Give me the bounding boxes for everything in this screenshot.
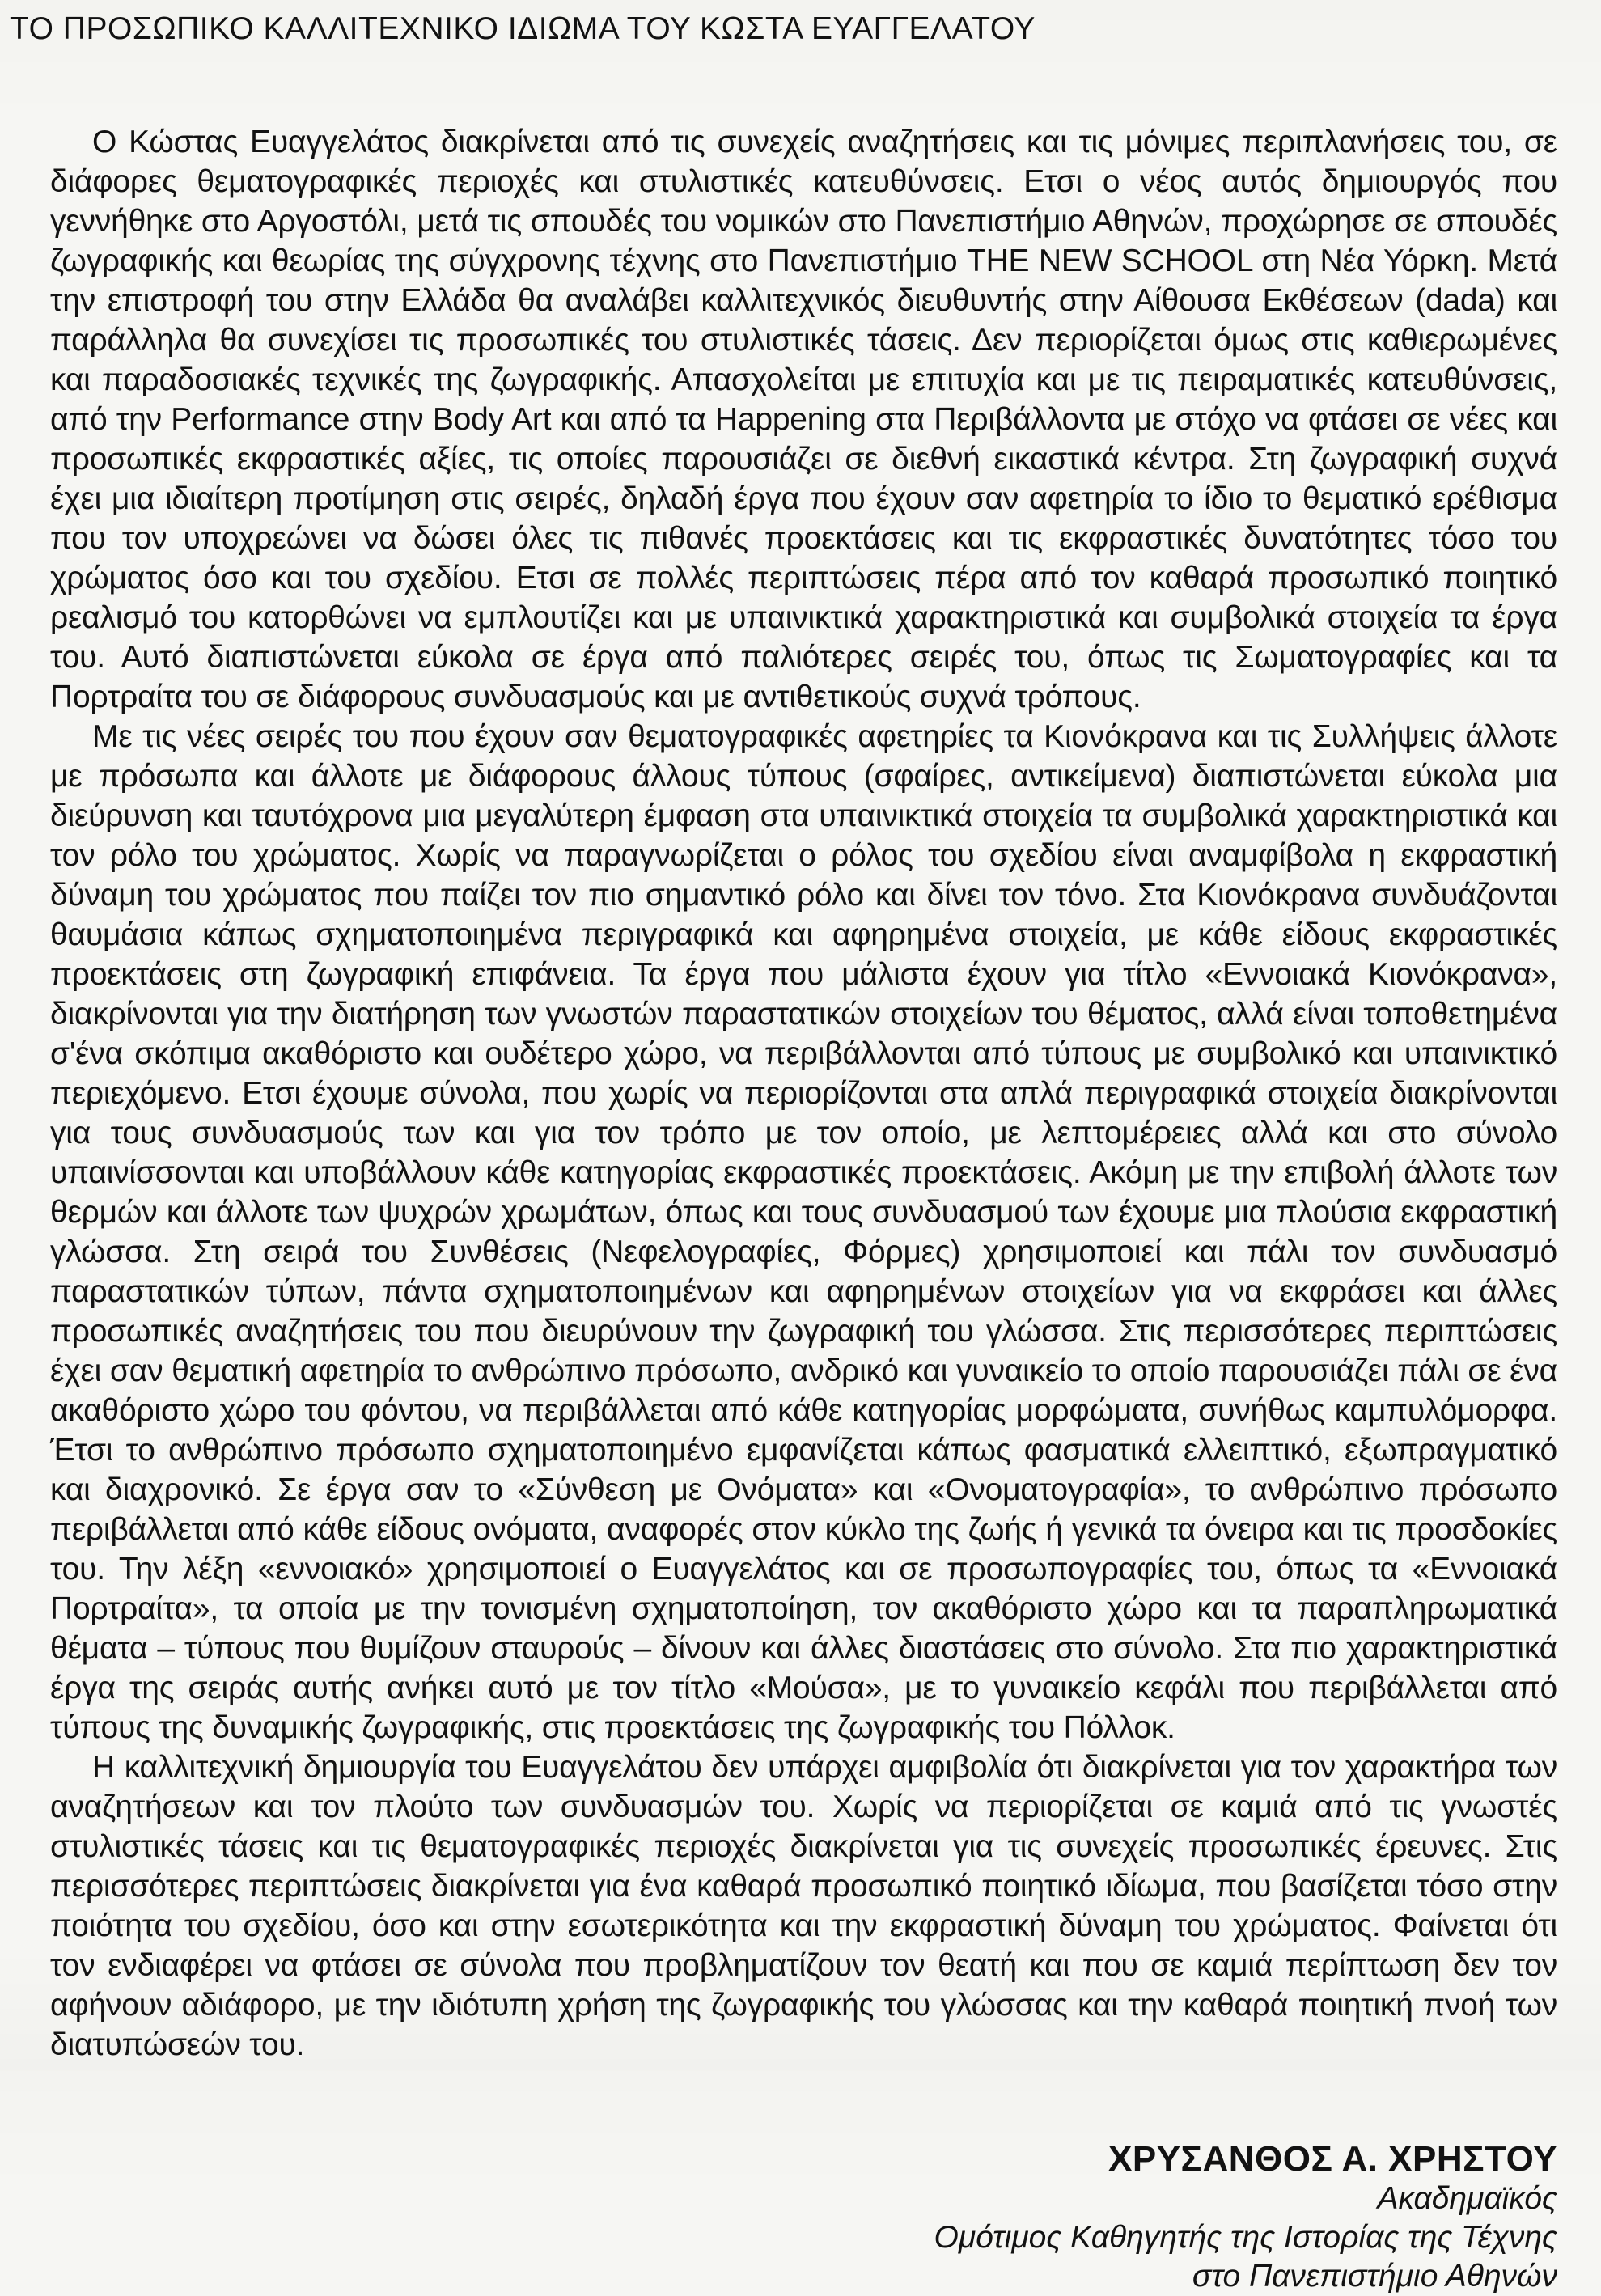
signature-name: ΧΡΥΣΑΝΘΟΣ Α. ΧΡΗΣΤΟΥ <box>1108 2139 1557 2179</box>
signature-block <box>50 2139 1557 2296</box>
document-body <box>50 122 1557 2065</box>
signature-role-university: στο Πανεπιστήμιο Αθηνών <box>1192 2259 1557 2294</box>
document-title: ΤΟ ΠΡΟΣΩΠΙΚΟ ΚΑΛΛΙΤΕΧΝΙΚΟ ΙΔΙΩΜΑ ΤΟΥ ΚΩΣΤΑ ΕΥΑΓΓΕΛΑΤΟΥ <box>10 11 1036 46</box>
paragraph-2: Με τις νέες σειρές του που έχουν σαν θεματογραφικές αφετηρίες τα Κιονόκρανα και τις Συλλήψεις άλλοτε με πρόσωπα και άλλοτε με διάφορους άλλους τύπους (σφαίρες, αντικείμενα) διαπιστώνεται εύκολα μια διεύρυνση και ταυτόχρονα μια μεγαλύτερη έμφαση στα υπαινικτικά στοιχεία τα συμβολικά χαρακτηριστικά και τον ρόλο του χρώματος. Χωρίς να παραγνωρίζεται ο ρόλος του σχεδίου είναι αναμφίβολα η εκφραστική δύναμη του χρώματος που παίζει τον πιο σημαντικό ρόλο και δίνει τον τόνο. Στα Κιονόκρανα συνδυάζονται θαυμάσια κάπως σχηματοποιημένα περιγραφικά και αφηρημένα στοιχεία, με κάθε είδους εκφραστικές προεκτάσεις στη ζωγραφική επιφάνεια. Τα έργα που μάλιστα έχουν για τίτλο «Εννοιακά Κιονόκρανα», διακρίνονται για την διατήρηση των γνωστών παραστατικών στοιχείων του θέματος, αλλά είναι τοποθετημένα σ'ένα σκόπιμα ακαθόριστο και ουδέτερο χώρο, να περιβάλλονται από τύπους με συμβολικό και υπαινικτικό περιεχόμενο. Ετσι έχουμε σύνολα, που χωρίς να περιορίζονται στα απλά περιγραφικά στοιχεία διακρίνονται για τους συνδυασμούς των και για τον τρόπο με τον οποίο, με λεπτομέρειες αλλά και στο σύνολο υπαινίσσονται και υποβάλλουν κάθε κατηγορίας εκφραστικές προεκτάσεις. Ακόμη με την επιβολή άλλοτε των θερμών και άλλοτε των ψυχρών χρωμάτων, όπως και τους συνδυασμού των έχουμε μια πλούσια εκφραστική γλώσσα. Στη σειρά του Συνθέσεις (Νεφελογραφίες, Φόρμες) χρησιμοποιεί και πάλι τον συνδυασμό παραστατικών τύπων, πάντα σχηματοποιημένων και αφηρημένων στοιχείων για να εκφράσει και άλλες προσωπικές αναζητήσεις του που διευρύνουν την ζωγραφική του γλώσσα. Στις περισσότερες περιπτώσεις έχει σαν θεματική αφετηρία το ανθρώπινο πρόσωπο, ανδρικό και γυναικείο το οποίο παρουσιάζει πάλι σε ένα ακαθόριστο χώρο του φόντου, να περιβάλλεται από κάθε κατηγορίας μορφώματα, συνήθως καμπυλόμορφα. Έτσι το ανθρώπινο πρόσωπο σχηματοποιημένο εμφανίζεται κάπως φασματικά ελλειπτικό, εξωπραγματικό και διαχρονικό. Σε έργα σαν το «Σύνθεση με Ονόματα» και «Ονοματογραφία», το ανθρώπινο πρόσωπο περιβάλλεται από κάθε είδους ονόματα, αναφορές στον κύκλο της ζωής ή γενικά τα όνειρα και τις προσδοκίες του. Την λέξη «εννοιακό» χρησιμοποιεί ο Ευαγγελάτος και σε προσωπογραφίες του, όπως τα «Εννοιακά Πορτραίτα», τα οποία με την τονισμένη σχηματοποίηση, τον ακαθόριστο χώρο και τα παραπληρωματικά θέματα – τύπους που θυμίζουν σταυρούς – δίνουν και άλλες διαστάσεις στο σύνολο. Στα πιο χαρακτηριστικά έργα της σειράς αυτής ανήκει αυτό με τον τίτλο «Μούσα», με το γυναικείο κεφάλι που περιβάλλεται από τύπους της δυναμικής ζωγραφικής, στις προεκτάσεις της ζωγραφικής του Πόλλοκ. <box>50 719 1557 1745</box>
signature-role-professor: Ομότιμος Καθηγητής της Ιστορίας της Τέχνης <box>934 2220 1557 2255</box>
signature-role-academic: Ακαδημαϊκός <box>1377 2181 1557 2216</box>
paragraph-3: Η καλλιτεχνική δημιουργία του Ευαγγελάτου δεν υπάρχει αμφιβολία ότι διακρίνεται για τον χαρακτήρα των αναζητήσεων και τον πλούτο των συνδυασμών του. Χωρίς να περιορίζεται σε καμιά από τις γνωστές στυλιστικές τάσεις και τις θεματογραφικές περιοχές διακρίνεται για τις συνεχείς προσωπικές έρευνες. Στις περισσότερες περιπτώσεις διακρίνεται για ένα καθαρά προσωπικό ποιητικό ιδίωμα, που βασίζεται τόσο στην ποιότητα του σχεδίου, όσο και στην εσωτερικότητα και την εκφραστική δύναμη του χρώματος. Φαίνεται ότι τον ενδιαφέρει να φτάσει σε σύνολα που προβληματίζουν τον θεατή και που σε καμιά περίπτωση δεν τον αφήνουν αδιάφορο, με την ιδιότυπη χρήση της ζωγραφικής του γλώσσας και την καθαρά ποιητική πνοή των διατυπώσεών του. <box>50 1750 1557 2062</box>
paragraph-1: Ο Κώστας Ευαγγελάτος διακρίνεται από τις συνεχείς αναζητήσεις και τις μόνιμες περιπλανήσεις του, σε διάφορες θεματογραφικές περιοχές και στυλιστικές κατευθύνσεις. Ετσι ο νέος αυτός δημιουργός που γεννήθηκε στο Αργοστόλι, μετά τις σπουδές του νομικών στο Πανεπιστήμιο Αθηνών, προχώρησε σε σπουδές ζωγραφικής και θεωρίας της σύγχρονης τέχνης στο Πανεπιστήμιο THE NEW SCHOOL στη Νέα Υόρκη. Μετά την επιστροφή του στην Ελλάδα θα αναλάβει καλλιτεχνικός διευθυντής στην Αίθουσα Εκθέσεων (dada) και παράλληλα θα συνεχίσει τις προσωπικές του στυλιστικές τάσεις. Δεν περιορίζεται όμως στις καθιερωμένες και παραδοσιακές τεχνικές της ζωγραφικής. Απασχολείται με επιτυχία και με τις πειραματικές κατευθύνσεις, από την Performance στην Body Art και από τα Happening στα Περιβάλλοντα με στόχο να φτάσει σε νέες και προσωπικές εκφραστικές αξίες, τις οποίες παρουσιάζει σε διεθνή εικαστικά κέντρα. Στη ζωγραφική συχνά έχει μια ιδιαίτερη προτίμηση στις σειρές, δηλαδή έργα που έχουν σαν αφετηρία το ίδιο το θεματικό ερέθισμα που τον υποχρεώνει να δώσει όλες τις πιθανές προεκτάσεις και τις εκφραστικές δυνατότητες τόσο του χρώματος όσο και του σχεδίου. Ετσι σε πολλές περιπτώσεις πέρα από τον καθαρά προσωπικό ποιητικό ρεαλισμό του κατορθώνει να εμπλουτίζει και με υπαινικτικά χαρακτηριστικά και συμβολικά στοιχεία τα έργα του. Αυτό διαπιστώνεται εύκολα σε έργα από παλιότερες σειρές του, όπως τις Σωματογραφίες και τα Πορτραίτα του σε διάφορους συνδυασμούς και με αντιθετικούς συχνά τρόπους. <box>50 125 1557 714</box>
